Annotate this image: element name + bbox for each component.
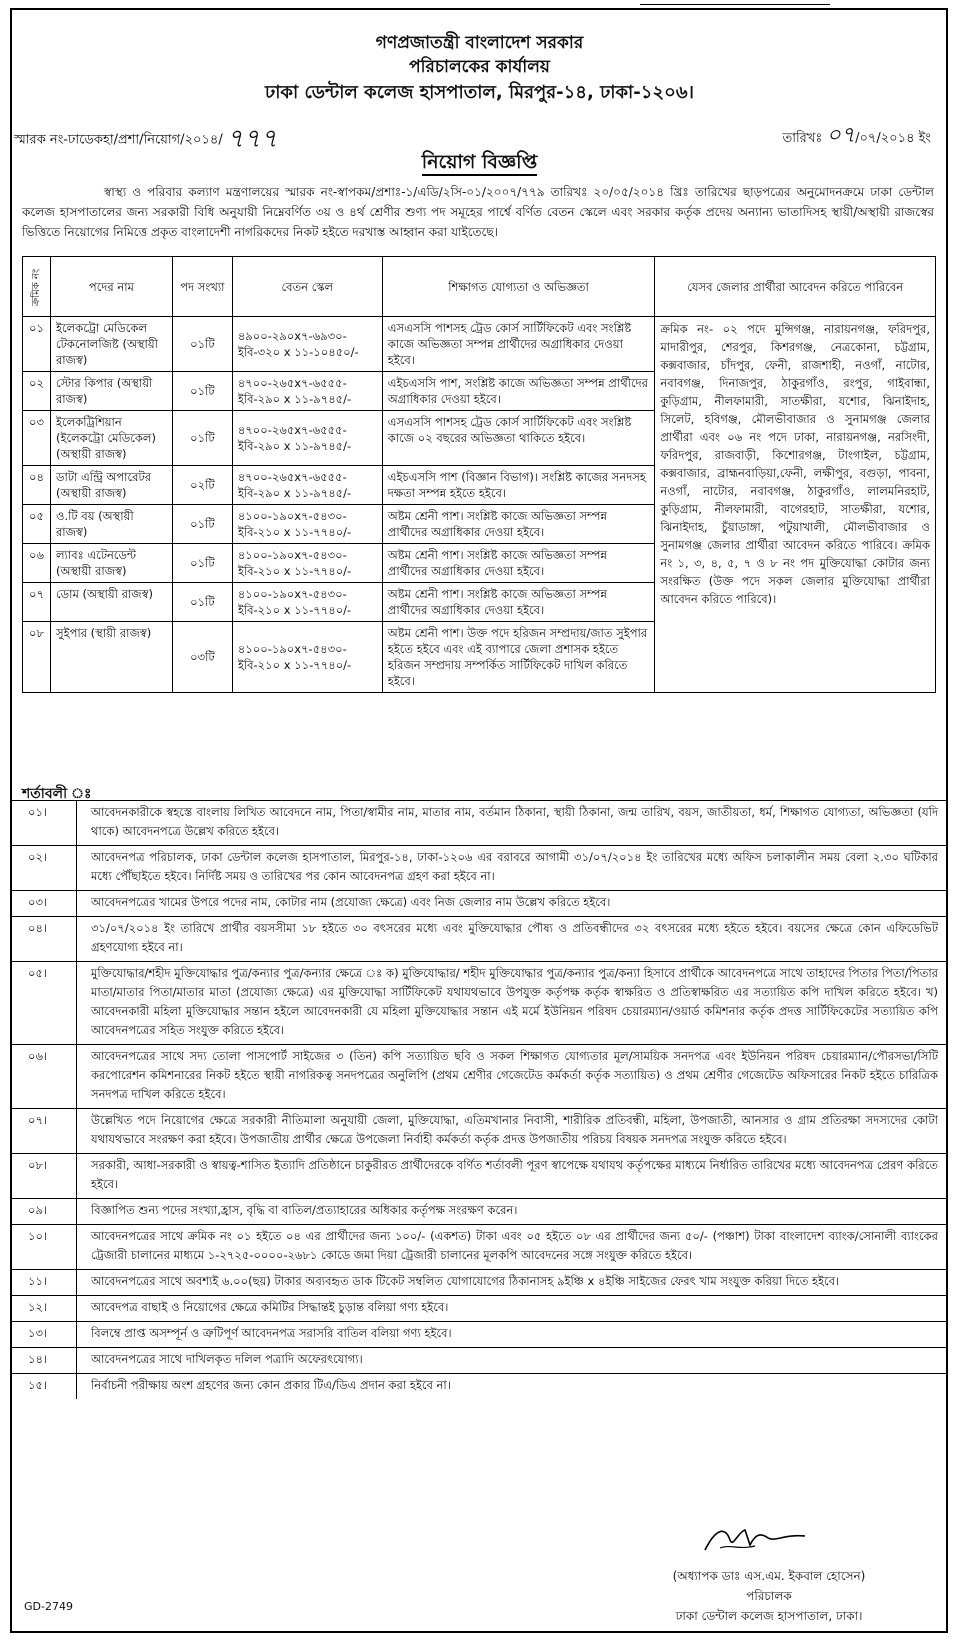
date-rest: /০৭/২০১৪ ইং bbox=[855, 131, 931, 146]
row-pay-scale bbox=[232, 466, 382, 505]
row-qty: ০১টি bbox=[172, 544, 232, 583]
row-pay-scale bbox=[232, 544, 382, 583]
row-sl: ০১ bbox=[23, 317, 51, 372]
condition-number: ১২। bbox=[28, 1300, 48, 1314]
condition-number: ০৬। bbox=[28, 1049, 48, 1063]
condition-item bbox=[10, 1108, 948, 1153]
condition-item bbox=[10, 1295, 948, 1321]
memo-handwritten-number: ৭৭৭ bbox=[226, 124, 278, 154]
row-pay-scale bbox=[232, 505, 382, 544]
condition-number: ১১। bbox=[28, 1274, 48, 1288]
row-qty: ০২টি bbox=[172, 466, 232, 505]
pay-scale-line: ৪১০০-১৯০x৭-৫৪৩০- bbox=[237, 587, 347, 601]
condition-item bbox=[10, 1321, 948, 1347]
pay-scale-line: ইবি-২১০ x ১১-৭৭৪০/- bbox=[237, 603, 352, 617]
row-qty: ০১টি bbox=[172, 372, 232, 411]
condition-item bbox=[10, 1373, 948, 1399]
pay-scale-line: ৪৭০০-২৬৫x৭-৬৫৫৫- bbox=[237, 423, 347, 437]
condition-item bbox=[10, 1269, 948, 1295]
condition-text: আবেদনপত্রের সাথে দাখিলকৃত দলিল পত্রাদি অফেরৎযোগ্য। bbox=[76, 1348, 948, 1373]
condition-number: ১৫। bbox=[28, 1378, 48, 1392]
condition-text: আবেদনপত্রের সাথে ক্রমিক নং ০১ হইতে ০৪ এর প্রার্থীদের জন্য ১০০/- (একশত) টাকা এবং ০৫ হইতে ০৮ এর প্রার্থীদের জন্য ৫০/- (পঞ্চাশ) টাকা বাংলাদেশ ব্যাংক/সোনালী ব্যাংকের ট্রেজারী চালানের মাধ্যমে ১-২৭২৫-০০০০-২৬৮১ কোডে জমা দিয়া ট্রেজারী চালানের মূলকপি আবেদনের সঙ্গে সংযুক্ত করিতে হইবে। bbox=[76, 1225, 948, 1269]
pay-scale-line: ৪১০০-১৯০x৭-৫৪৩০- bbox=[237, 548, 347, 562]
signatory-designation: পরিচালক bbox=[746, 1589, 792, 1603]
condition-text: আবেদনপত্রের সাথে অবশ্যই ৬.০০(ছয়) টাকার অব্যবহৃত ডাক টিকেট সম্বলিত যোগাযোগের ঠিকানাসহ ৯ইঞ্চি x ৪ইঞ্চি সাইজের ফেরৎ খাম সংযুক্ত করিয়া দিতে হইবে। bbox=[76, 1270, 948, 1295]
row-post-name: ও.টি বয় (অস্থায়ী রাজস্ব) bbox=[50, 505, 172, 544]
header-office: পরিচালকের কার্যালয় bbox=[409, 57, 550, 77]
col-header-scale: বেতন স্কেল bbox=[232, 257, 382, 317]
condition-item bbox=[10, 1198, 948, 1224]
conditions-list bbox=[10, 800, 948, 1399]
pay-scale-line: ৪১০০-১৯০x৭-৫৪৩০- bbox=[237, 509, 347, 523]
condition-text: ৩১/০৭/২০১৪ ইং তারিখে প্রার্থীর বয়সসীমা ১৮ হইতে ৩০ বৎসরের মধ্যে এবং মুক্তিযোদ্ধার পৌষ্য ও প্রতিবন্ধীদের ৩২ বৎসরের মধ্যে হইতে হইবে। বয়সের ক্ষেত্রে কোন এফিডেভিট গ্রহণযোগ্য হইবে না। bbox=[76, 917, 948, 961]
pay-scale-line: ৪৯০০-২৯০x৭-৬৯৩০- bbox=[237, 329, 347, 343]
row-qualification: অষ্টম শ্রেনী পাশ। উক্ত পদে হরিজন সম্প্রদায়/জাত সুইপার হইতে হইবে এবং এই ব্যাপারে জেলা প্রশাসক হইতে হরিজন সম্প্রদায় সম্পর্কিত সার্টিফিকেট দাখিল করিতে হইবে। bbox=[382, 622, 655, 693]
row-sl: ০৫ bbox=[23, 505, 51, 544]
condition-text: নির্বাচনী পরীক্ষায় অংশ গ্রহণের জন্য কোন প্রকার টিএ/ডিএ প্রদান করা হইবে না। bbox=[76, 1374, 948, 1399]
row-qualification: অষ্টম শ্রেনী পাশ। সংশ্লিষ্ট কাজে অভিজ্ঞতা সম্পন্ন প্রার্থীদের অগ্রাধিকার দেওয়া হইবে। bbox=[382, 544, 655, 583]
signatory-name: (অধ্যাপক ডাঃ এস.এম. ইকবাল হোসেন) bbox=[672, 1569, 866, 1583]
signatory-office: ঢাকা ডেন্টাল কলেজ হাসপাতাল, ঢাকা। bbox=[675, 1609, 863, 1623]
row-qty: ০১টি bbox=[172, 317, 232, 372]
row-post-name: ইলেকট্রো মেডিকেল টেকনোলজিষ্ট (অস্থায়ী রাজস্ব) bbox=[50, 317, 172, 372]
row-pay-scale bbox=[232, 372, 382, 411]
row-post-name: ইলেকট্রিশিয়ান (ইলেকট্রো মেডিকেল) (অস্থায়ী রাজস্ব) bbox=[50, 411, 172, 466]
pay-scale-line: ইবি-২১০ x ১১-৭৭৪০/- bbox=[237, 564, 352, 578]
signature-icon bbox=[700, 1520, 810, 1560]
condition-number: ০৭। bbox=[28, 1113, 48, 1127]
row-pay-scale bbox=[232, 622, 382, 693]
condition-text: আবেদনকারীকে স্বহস্তে বাংলায় লিখিত আবেদনে নাম, পিতা/স্বামীর নাম, মাতার নাম, বর্তমান ঠিকানা, স্থায়ী ঠিকানা, জন্ম তারিখ, বয়স, জাতীয়তা, ধর্ম, শিক্ষাগত যোগ্যতা, অভিজ্ঞতা (যদি থাকে) আবেদনপত্রে উল্লেখ করিতে হইবে। bbox=[76, 801, 948, 845]
row-post-name: ল্যাবঃ এটেনডেন্ট (অস্থায়ী রাজস্ব) bbox=[50, 544, 172, 583]
pay-scale-line: ইবি-২৯০ x ১১-৯৭৪৫/- bbox=[237, 439, 352, 453]
row-qualification: অষ্টম শ্রেনী পাশ। সংশ্লিষ্ট কাজে অভিজ্ঞতা সম্পন্ন প্রার্থীদের অগ্রাধিকার দেওয়া হইবে। bbox=[382, 505, 655, 544]
condition-item bbox=[10, 1153, 948, 1198]
date-handwritten-day: ০৭ bbox=[826, 123, 856, 148]
header-govt: গণপ্রজাতন্ত্রী বাংলাদেশ সরকার bbox=[375, 33, 584, 53]
condition-item bbox=[10, 890, 948, 916]
row-pay-scale bbox=[232, 583, 382, 622]
memo-prefix: স্মারক নং-ঢাডেকহা/প্রশা/নিয়োগ/২০১৪/ bbox=[14, 132, 223, 148]
footer-code: GD-2749 bbox=[24, 1600, 73, 1613]
row-qualification: এইচএসসি পাশ, সংশ্লিষ্ট কাজে অভিজ্ঞতা সম্পন্ন প্রার্থীদের অগ্রাধিকার দেওয়া হইবে। bbox=[382, 372, 655, 411]
row-pay-scale bbox=[232, 317, 382, 372]
pay-scale-line: ৪৭০০-২৬৫x৭-৬৫৫৫- bbox=[237, 376, 347, 390]
row-sl: ০৪ bbox=[23, 466, 51, 505]
condition-number: ১০। bbox=[28, 1229, 48, 1243]
row-post-name: ডোম (অস্থায়ী রাজস্ব) bbox=[50, 583, 172, 622]
row-qty: ০১টি bbox=[172, 505, 232, 544]
col-header-dist: যেসব জেলার প্রার্থীরা আবেদন করিতে পারিবেন bbox=[655, 257, 936, 317]
date-label: তারিখঃ bbox=[782, 131, 823, 146]
row-qualification: এসএসসি পাশসহ ট্রেড কোর্স সার্টিফিকেট এবং সংশ্লিষ্ট কাজে অভিজ্ঞতা সম্পন্ন প্রার্থীদের অগ্রাধিকার দেওয়া হইবে। bbox=[382, 317, 655, 372]
posts-table bbox=[22, 256, 936, 693]
pay-scale-line: ইবি-৩২০ x ১১-১০৪৫০/- bbox=[237, 345, 359, 359]
eligible-districts: ক্রমিক নং- ০২ পদে মুন্সিগঞ্জ, নারায়নগঞ্জ, ফরিদপুর, মাদারীপুর, শেরপুর, কিশরগঞ্জ, নেত্রকোনা, চট্টগ্রাম, কক্সবাজার, চাঁদপুর, ফেনী, রাজশাহী, নওগাঁ, নাটোর, নবাবগঞ্জ, দিনাজপুর, ঠাকুরগাঁও, রংপুর, গাইবান্ধা, কুড়িগ্রাম, নীলফামারী, সাতক্ষীরা, যশোর, ঝিনাইদাহ, সিলেট, হবিগঞ্জ, মৌলভীবাজার ও সুনামগঞ্জ জেলার প্রার্থীরা এবং ০৬ নং পদে ঢাকা, নারায়নগঞ্জ, নরসিংদী, ফরিদপুর, রাজবাড়ী, কিশোরগঞ্জ, টাংগাইল, চট্টগ্রাম, কক্সবাজার, ব্রাহ্মনবাড়িয়া,ফেনী, লক্ষীপুর, বগুড়া, পাবনা, নওগাঁ, নাটোর, নবাবগঞ্জ, ঠাকুরগাঁও, লালমনিরহাট, কুড়িগ্রাম, নীলফামারী, বাগেরহাট, সাতক্ষীরা, যশোর, ঝিনাইদাহ, চুঁয়াডাঙ্গা, পটুয়াখালী, মৌলভীবাজার ও সুনামগঞ্জ জেলার প্রার্থীরা আবেদন করিতে পারিবে। ক্রমিক নং ১, ৩, ৪, ৫, ৭ ও ৮ নং পদ মুক্তিযোদ্ধা কোটার জন্য সংরক্ষিত (উক্ত পদে সকল জেলার মুক্তিযোদ্ধা প্রার্থীরা আবেদন করিতে পারিবে)। bbox=[655, 317, 936, 693]
condition-text: আবেদনপত্রের খামের উপরে পদের নাম, কোটার নাম (প্রযোজ্য ক্ষেত্রে) এবং নিজ জেলার নাম উল্লেখ করিতে হইবে। bbox=[76, 891, 948, 916]
row-sl: ০৬ bbox=[23, 544, 51, 583]
condition-item bbox=[10, 1044, 948, 1108]
row-sl: ০৮ bbox=[23, 622, 51, 693]
pay-scale-line: ৪৭০০-২৬৫x৭-৬৫৫৫- bbox=[237, 470, 347, 484]
table-header-row bbox=[23, 257, 936, 317]
row-pay-scale bbox=[232, 411, 382, 466]
top-rule bbox=[640, 0, 830, 5]
condition-number: ১৪। bbox=[28, 1352, 48, 1366]
row-post-name: সুইপার (স্থায়ী রাজস্ব) bbox=[50, 622, 172, 693]
row-qty: ০১টি bbox=[172, 583, 232, 622]
condition-number: ০৪। bbox=[28, 921, 48, 935]
condition-number: ১৩। bbox=[28, 1326, 48, 1340]
row-qualification: এইচএসসি পাশ (বিজ্ঞান বিভাগ)। সংশ্লিষ্ট কাজের সনদসহ দক্ষতা সম্পন্ন হইতে হইবে। bbox=[382, 466, 655, 505]
condition-number: ০৫। bbox=[28, 966, 48, 980]
condition-item bbox=[10, 1224, 948, 1269]
col-header-qty: পদ সংখ্যা bbox=[172, 257, 232, 317]
condition-number: ০৩। bbox=[28, 895, 48, 909]
row-qualification: অষ্টম শ্রেনী পাশ। সংশ্লিষ্ট কাজে অভিজ্ঞতা সম্পন্ন প্রার্থীদের অগ্রাধিকার দেওয়া হইবে। bbox=[382, 583, 655, 622]
condition-item bbox=[10, 845, 948, 890]
pay-scale-line: ইবি-২১০ x ১১-৭৭৪০/- bbox=[237, 658, 352, 672]
row-sl: ০৩ bbox=[23, 411, 51, 466]
condition-text: সরকারী, আধা-সরকারী ও স্বায়ত্ব-শাসিত ইত্যাদি প্রতিষ্ঠানে চাকুরীরত প্রার্থীদেরকে বর্ণিত শর্তাবলী পূরণ স্বাপেক্ষে যথাযথ কর্তৃপক্ষের মাধ্যমে নির্ধারিত তারিখের মধ্যে আবেদনপত্র প্রেরণ করিতে হইবে। bbox=[76, 1154, 948, 1198]
condition-text: উল্লেখিত পদে নিয়োগের ক্ষেত্রে সরকারী নীতিমালা অনুযায়ী জেলা, মুক্তিযোদ্ধা, এতিমখানার নিবাসী, শারীরিক প্রতিবন্ধী, মহিলা, উপজাতী, আনসার ও গ্রাম প্রতিরক্ষা সদস্যদের কোটা যথাযথভাবে সংরক্ষণ করা হইবে। উপজাতীয় প্রার্থীর ক্ষেত্রে উপজেলা নির্বাহী কর্মকর্তা কর্তৃক প্রদত্ত উপজাতীয় পরিচয় বিষয়ক সনদপত্র সংযুক্ত করিতে হইবে। bbox=[76, 1109, 948, 1153]
row-post-name: ডাটা এন্ট্রি অপারেটর (অস্থায়ী রাজস্ব) bbox=[50, 466, 172, 505]
condition-text: বিজ্ঞাপিত শুন্য পদের সংখ্যা,হ্রাস, বৃদ্ধি বা বাতিল/প্রত্যাহারের অধিকার কর্তৃপক্ষ সংরক্ষণ করেন। bbox=[76, 1199, 948, 1224]
condition-text: আবেদনপত্রের সাথে সদ্য তোলা পাসপোর্ট সাইজের ৩ (তিন) কপি সত্যায়িত ছবি ও সকল শিক্ষাগত যোগ্যতার মূল/সাময়িক সনদপত্র এবং ইউনিয়ন পরিষদ চেয়ারম্যান/পৌরসভা/সিটি করপোরেশন কমিশনারের নিকট হইতে স্থায়ী নাগরিকত্ব সনদপত্রের অনুলিপি (প্রথম শ্রেণীর গেজেটেড কর্মকর্তা কর্তৃক সত্যায়িত) ও প্রথম শ্রেণীর গেজেটেড অফিসারের নিকট হইতে চারিত্রিক সনদপত্র দাখিল করিতে হইবে। bbox=[76, 1045, 948, 1108]
condition-text: বিলম্বে প্রাপ্ত অসম্পূর্ন ও ত্রুটিপূর্ণ আবেদনপত্র সরাসরি বাতিল বলিয়া গণ্য হইবে। bbox=[76, 1322, 948, 1347]
row-qty: ০৩টি bbox=[172, 622, 232, 693]
row-post-name: স্টোর কিপার (অস্থায়ী রাজস্ব) bbox=[50, 372, 172, 411]
condition-number: ০২। bbox=[28, 850, 48, 864]
intro-paragraph: স্বাস্থ্য ও পরিবার কল্যাণ মন্ত্রণালয়ের স্মারক নং-স্বাপকম/প্রশাঃ-১/এডি/২সি-০১/২০০৭/৭৭৯ তারিখঃ ২০/০৫/২০১৪ খ্রিঃ তারিখের ছাড়পত্রের অনুমোদনক্রমে ঢাকা ডেন্টাল কলেজ হাসপাতালের জন্য সরকারী বিধি অনুযায়ী নিম্নেবর্ণিত ৩য় ও ৪র্থ শ্রেণীর শুণ্য পদ সমূহের পার্শ্বে বর্ণিত বেতন স্কেলে এবং সরকার কর্তৃক প্রদেয় অন্যান্য ভাতাদিসহ স্থায়ী/অস্থায়ী রাজস্বের ভিত্তিতে নিয়োগের নিমিত্তে প্রকৃত বাংলাদেশী নাগরিকদের নিকট হইতে দরখাস্ত আহ্বান করা যাইতেছে। bbox=[22, 185, 934, 239]
condition-text: আবেদনপত্র পরিচালক, ঢাকা ডেন্টাল কলেজ হাসপাতাল, মিরপুর-১৪, ঢাকা-১২০৬ এর বরাবরে আগামী ৩১/০৭/২০১৪ ইং তারিখের মধ্যে অফিস চলাকালীন সময় বেলা ২.৩০ ঘটিকার মধ্যে পৌঁছাইতে হইবে। নির্দিষ্ট সময় ও তারিখের পর কোন আবেদনপত্র গ্রহণ করা হইবে না। bbox=[76, 846, 948, 890]
pay-scale-line: ইবি-২১০ x ১১-৭৭৪০/- bbox=[237, 525, 352, 539]
pay-scale-line: ইবি-২৯০ x ১১-৯৭৪৫/- bbox=[237, 392, 352, 406]
row-sl: ০৭ bbox=[23, 583, 51, 622]
condition-item bbox=[10, 961, 948, 1044]
header-address: ঢাকা ডেন্টাল কলেজ হাসপাতাল, মিরপুর-১৪, ঢাকা-১২০৬। bbox=[265, 82, 694, 103]
condition-number: ০৯। bbox=[28, 1203, 48, 1217]
col-header-name: পদের নাম bbox=[50, 257, 172, 317]
row-qty: ০১টি bbox=[172, 411, 232, 466]
conditions-label: শর্তাবলী ঃ bbox=[22, 786, 92, 802]
condition-number: ০১। bbox=[28, 805, 48, 819]
pay-scale-line: ইবি-২৯০ x ১১-৯৭৪৫/- bbox=[237, 486, 352, 500]
condition-number: ০৮। bbox=[28, 1158, 48, 1172]
notice-title: নিয়োগ বিজ্ঞপ্তি bbox=[0, 148, 959, 180]
condition-item bbox=[10, 1347, 948, 1373]
table-row bbox=[23, 317, 936, 372]
condition-text: মুক্তিযোদ্ধার/শহীদ মুক্তিযোদ্ধার পুত্র/কন্যার পুত্র/কন্যার ক্ষেত্রে ঃ ক) মুক্তিযোদ্ধার/ শহীদ মুক্তিযোদ্ধার পুত্র/কন্যার পুত্র/কন্যা হিসাবে প্রার্থীকে আবেদনপত্রে সাথে তাহাদের পিতার পিতা/পিতার মাতা/মাতার পিতা/মাতার মাতা (প্রযোজ্য ক্ষেত্রে) এর মুক্তিযোদ্ধা সার্টিফিকেট যথাযথভাবে উপযুক্ত কর্তৃপক্ষ কর্তৃক স্বাক্ষরিত ও প্রতিস্বাক্ষরিত এর সত্যায়িত কপি দাখিল করিতে হইবে। খ) আবেদনকারী মহিলা মুক্তিযোদ্ধার সন্তান হইলে আবেদনকারী যে মহিলা মুক্তিযোদ্ধার সন্তান এই মর্মে ইউনিয়ন পরিষদ চেয়ারম্যান/ওয়ার্ড কমিশনার কর্তৃক প্রদত্ত সার্টিফিকেটের সত্যায়িত কপি আবেদনপত্রের সহিত সংযুক্ত করিতে হইবে। bbox=[76, 962, 948, 1044]
col-header-sl: ক্রমিক নং bbox=[23, 257, 51, 317]
row-qualification: এসএসসি পাশসহ ট্রেড কোর্স সার্টিফিকেট এবং সংশ্লিষ্ট কাজে ০২ বছরের অভিজ্ঞতা থাকিতে হইবে। bbox=[382, 411, 655, 466]
condition-item bbox=[10, 800, 948, 845]
col-header-edu: শিক্ষাগত যোগ্যতা ও অভিজ্ঞতা bbox=[382, 257, 655, 317]
condition-text: আবেদপত্র বাছাই ও নিয়োগের ক্ষেত্রে কমিটির সিদ্ধান্তই চুড়ান্ত বলিয়া গণ্য হইবে। bbox=[76, 1296, 948, 1321]
pay-scale-line: ৪১০০-১৯০x৭-৫৪৩০- bbox=[237, 642, 347, 656]
row-sl: ০২ bbox=[23, 372, 51, 411]
condition-item bbox=[10, 916, 948, 961]
signatory-block bbox=[639, 1566, 899, 1626]
